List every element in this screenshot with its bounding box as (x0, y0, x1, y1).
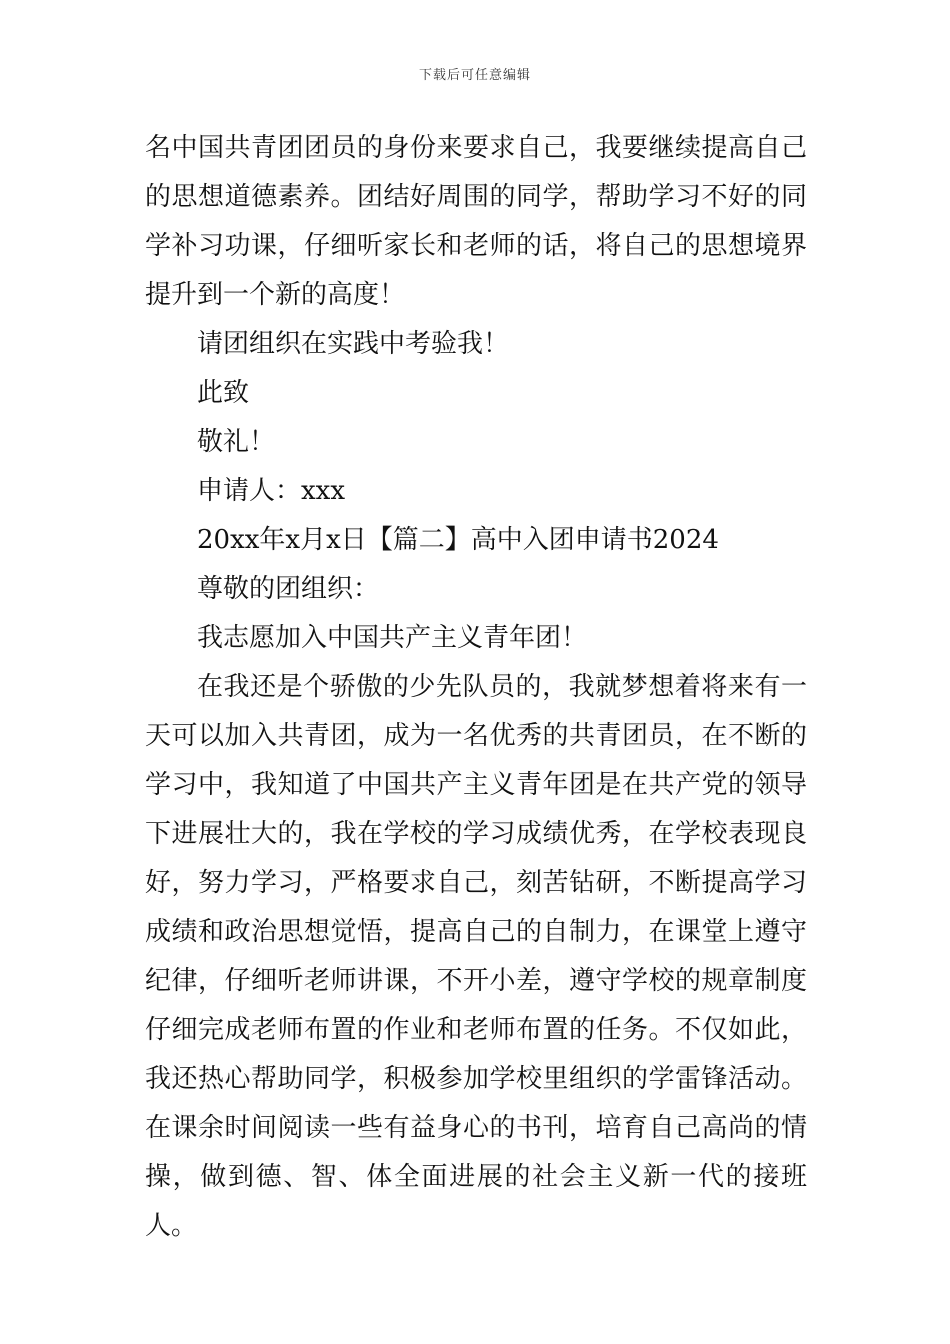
date-and-section-title: 20xx年x月x日【篇二】高中入团申请书2024 (197, 525, 719, 555)
paragraph-request-test: 请团组织在实践中考验我！ (197, 329, 510, 359)
closing-jingli: 敬礼！ (197, 427, 276, 457)
document-body (145, 124, 807, 1251)
closing-cizhi: 此致 (197, 378, 250, 408)
salutation: 尊敬的团组织： (197, 574, 380, 604)
applicant-line: 申请人：xxx (197, 476, 345, 506)
paragraph-wish: 我志愿加入中国共产主义青年团！ (197, 623, 588, 653)
paragraph-body: 在我还是个骄傲的少先队员的，我就梦想着将来有一天可以加入共青团，成为一名优秀的共青团员，在不断的学习中，我知道了中国共产主义青年团是在共产党的领导下进展壮大的，我在学校的学习成绩优秀，在学校表现良好，努力学习，严格要求自己，刻苦钻研，不断提高学习成绩和政治思想觉悟，提高自己的自制力，在课堂上遵守纪律，仔细听老师讲课，不开小差，遵守学校的规章制度仔细完成老师布置的作业和老师布置的任务。不仅如此，我还热心帮助同学，积极参加学校里组织的学雷锋活动。在课余时间阅读一些有益身心的书刊，培育自己高尚的情操，做到德、智、体全面进展的社会主义新一代的接班人。 (145, 672, 807, 1241)
paragraph-continuation: 名中国共青团团员的身份来要求自己，我要继续提高自己的思想道德素养。团结好周围的同学，帮助学习不好的同学补习功课，仔细听家长和老师的话，将自己的思想境界提升到一个新的高度！ (145, 133, 807, 310)
page-header-note: 下载后可任意编辑 (418, 68, 531, 83)
